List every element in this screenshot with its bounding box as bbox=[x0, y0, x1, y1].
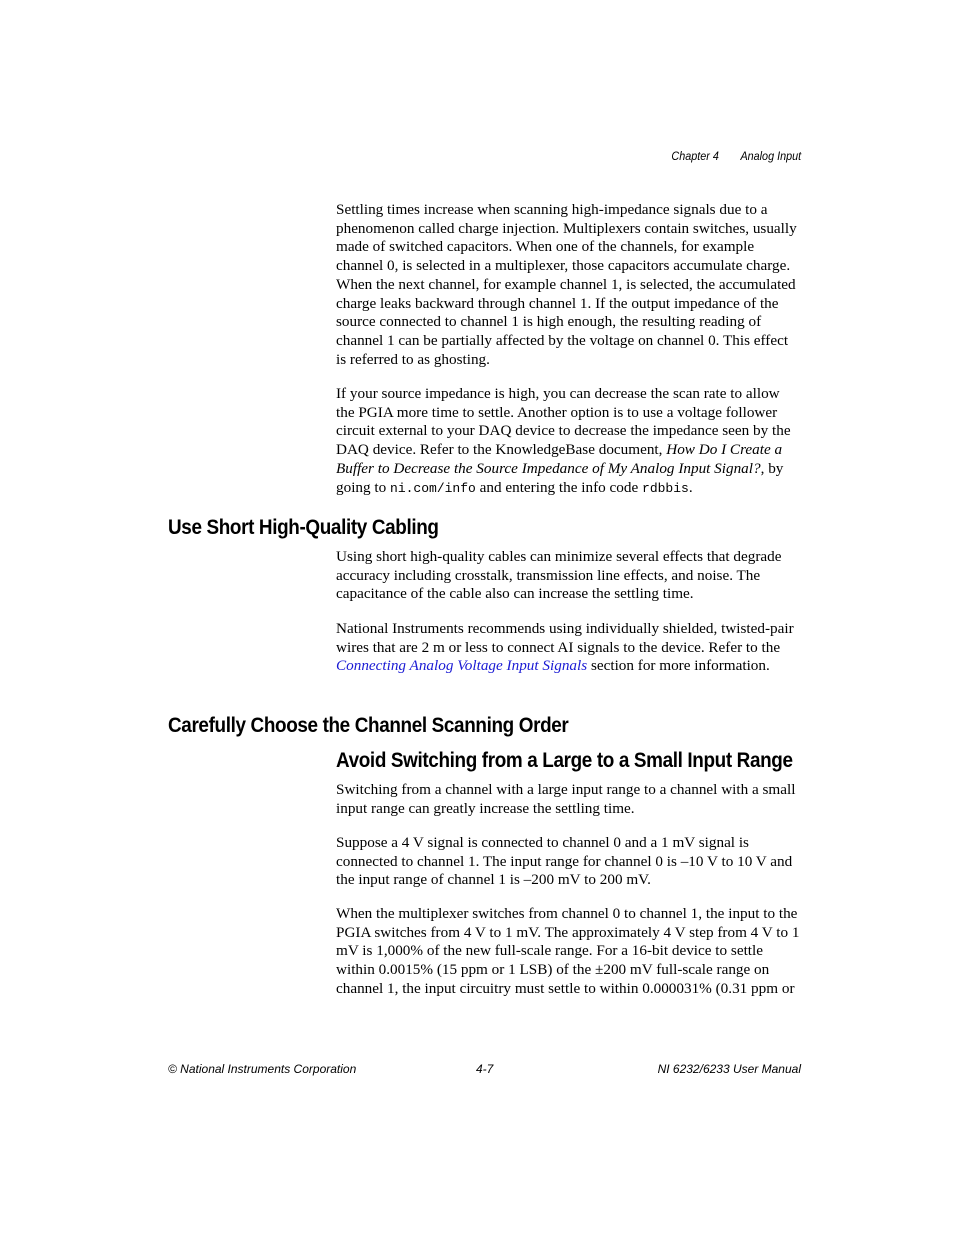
paragraph-cables bbox=[336, 548, 800, 604]
heading-scanning-order: Carefully Choose the Channel Scanning Order bbox=[168, 714, 569, 737]
paragraph-cables-text: Using short high-quality cables can minimize several effects that degrade accuracy including crosstalk, transmission line effects, and noise. The capacitance of the cable also can increase the settling time. bbox=[336, 548, 782, 603]
document-title: How Do I Create a Buffer to Decrease the Source Impedance of My Analog Input Signal? bbox=[336, 441, 783, 477]
paragraph-text: If your source impedance is high, you can decrease the scan rate to allow the PGIA more time to settle. Another option is to use a voltage follower circuit external to your DAQ device to decrease the impedance seen by the DAQ device. Refer to the KnowledgeBase document, bbox=[336, 385, 791, 459]
paragraph-switching bbox=[336, 781, 800, 818]
paragraph-switching-text: Switching from a channel with a large input range to a channel with a small input range can greatly increase the settling time. bbox=[336, 781, 796, 817]
paragraph-text: National Instruments recommends using individually shielded, twisted-pair wires that are 2 m or less to connect AI signals to the device. Refer to the bbox=[336, 620, 794, 656]
heading-input-range: Avoid Switching from a Large to a Small Input Range bbox=[336, 749, 793, 772]
heading-short-cabling: Use Short High-Quality Cabling bbox=[168, 516, 439, 539]
paragraph-text: , by going to bbox=[336, 459, 784, 496]
header-section: Analog Input bbox=[740, 149, 801, 163]
paragraph-text: and entering the info code bbox=[475, 478, 643, 496]
paragraph-text: . bbox=[688, 478, 693, 496]
connecting-signals-link[interactable]: Connecting Analog Voltage Input Signals bbox=[336, 657, 588, 675]
info-url: ni.com/info bbox=[390, 480, 476, 496]
footer-page-number: 4-7 bbox=[476, 1062, 494, 1076]
footer-copyright: © National Instruments Corporation bbox=[168, 1062, 357, 1076]
running-header bbox=[671, 149, 801, 163]
paragraph-ghosting-text: Settling times increase when scanning high-impedance signals due to a phenomenon called charge injection. Multiplexers contain switches, usually made of switched capacitors. When one of the channels, for example channel 0, is selected in a multiplexer, those capacitors accumulate charge. When the next channel, for example channel 1, is selected, the accumulated charge leaks backward through channel 1. If the output impedance of the source connected to channel 1 is high enough, the resulting reading of channel 1 can be partially affected by the voltage on channel 0. This effect is referred to as ghosting. bbox=[336, 201, 797, 368]
paragraph-example bbox=[336, 834, 800, 890]
paragraph-source-impedance bbox=[336, 385, 800, 498]
paragraph-recommendation bbox=[336, 620, 800, 676]
paragraph-example-text: Suppose a 4 V signal is connected to channel 0 and a 1 mV signal is connected to channel 1. The input range for channel 0 is –10 V to 10 V and the input range of channel 1 is –200 mV to 200 mV. bbox=[336, 834, 793, 889]
footer-manual-title: NI 6232/6233 User Manual bbox=[657, 1062, 801, 1076]
header-chapter: Chapter 4 bbox=[671, 149, 719, 163]
info-code: rdbbis bbox=[642, 480, 689, 496]
paragraph-text: section for more information. bbox=[587, 657, 770, 675]
paragraph-multiplexer bbox=[336, 905, 800, 999]
paragraph-multiplexer-text: When the multiplexer switches from channel 0 to channel 1, the input to the PGIA switches from 4 V to 1 mV. The approximately 4 V step from 4 V to 1 mV is 1,000% of the new full-scale range. For a 16-bit device to settle within 0.0015% (15 ppm or 1 LSB) of the ±200 mV full-scale range on channel 1, the input circuitry must settle to within 0.000031% (0.31 ppm or bbox=[336, 905, 800, 997]
paragraph-ghosting bbox=[336, 201, 800, 369]
